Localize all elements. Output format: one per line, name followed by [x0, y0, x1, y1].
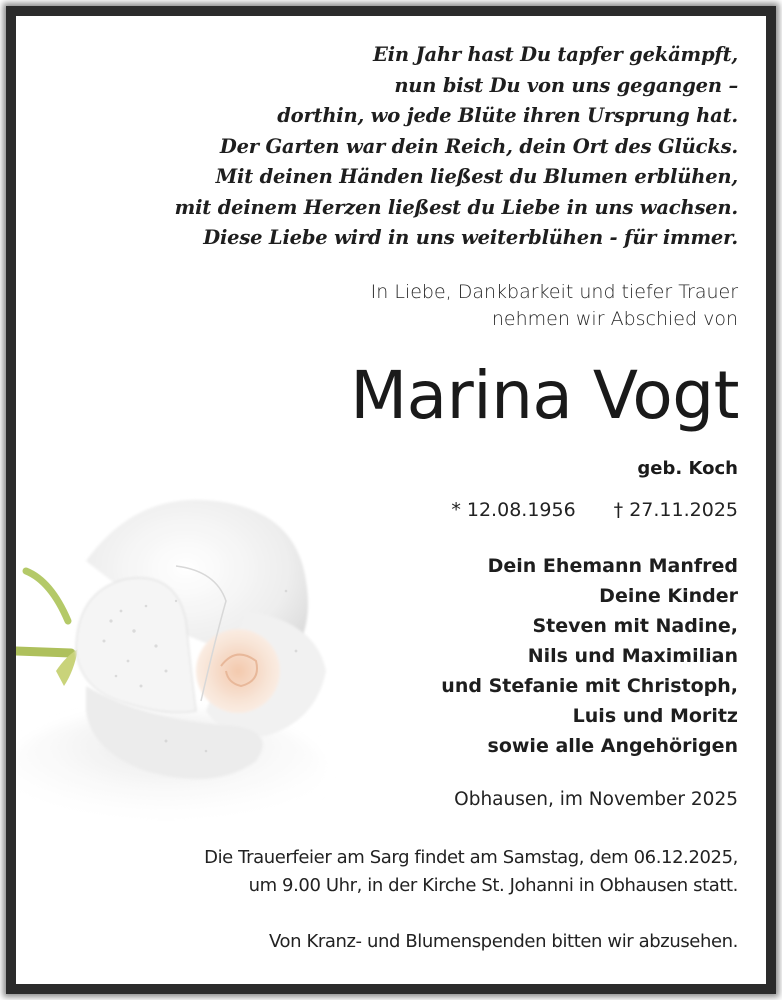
rose-sepal — [26, 571, 68, 621]
intro-line: nehmen wir Abschied von — [491, 308, 738, 330]
mourner-line: Deine Kinder — [599, 585, 738, 607]
poem-line: Ein Jahr hast Du tapfer gekämpft, — [373, 43, 738, 66]
poem-line: Mit deinen Händen ließest du Blumen erblühen, — [215, 165, 738, 188]
poem-line: mit deinem Herzen ließest du Liebe in uns wachsen. — [174, 195, 738, 219]
deceased-name: Marina Vogt — [350, 357, 739, 434]
poem-line: nun bist Du von uns gegangen – — [394, 73, 738, 97]
intro-line: In Liebe, Dankbarkeit und tiefer Trauer — [370, 281, 738, 303]
mourner-line: sowie alle Angehörigen — [487, 735, 738, 757]
donation-note: Von Kranz- und Blumenspenden bitten wir abzusehen. — [269, 931, 738, 952]
maiden-name: geb. Koch — [637, 458, 738, 479]
memorial-poem — [175, 40, 738, 254]
mourner-line: Dein Ehemann Manfred — [487, 555, 738, 577]
mourner-line: und Stefanie mit Christoph, — [441, 675, 738, 697]
mourner-line: Nils und Maximilian — [527, 645, 738, 667]
life-dates — [451, 496, 738, 524]
poem-line: dorthin, wo jede Blüte ihren Ursprung hat. — [277, 104, 738, 127]
mourner-line: Luis und Moritz — [572, 705, 738, 727]
rose-illustration — [16, 471, 346, 831]
service-line: um 9.00 Uhr, in der Kirche St. Johanni in Obhausen statt. — [248, 875, 738, 896]
mourners-list — [441, 551, 738, 761]
white-rose-image — [16, 471, 346, 831]
birth-date: * 12.08.1956 — [451, 499, 576, 521]
poem-line: Der Garten war dein Reich, dein Ort des Glücks. — [219, 134, 738, 158]
place-and-date: Obhausen, im November 2025 — [454, 789, 738, 810]
poem-line: Diese Liebe wird in uns weiterblühen - für immer. — [203, 226, 738, 249]
death-date: † 27.11.2025 — [613, 499, 738, 521]
obituary-content — [16, 16, 765, 984]
rose-stem — [16, 651, 71, 653]
mourner-line: Steven mit Nadine, — [532, 615, 738, 637]
service-line: Die Trauerfeier am Sarg findet am Samstag, dem 06.12.2025, — [204, 847, 738, 868]
farewell-intro — [371, 279, 738, 333]
funeral-service-info — [204, 844, 738, 900]
